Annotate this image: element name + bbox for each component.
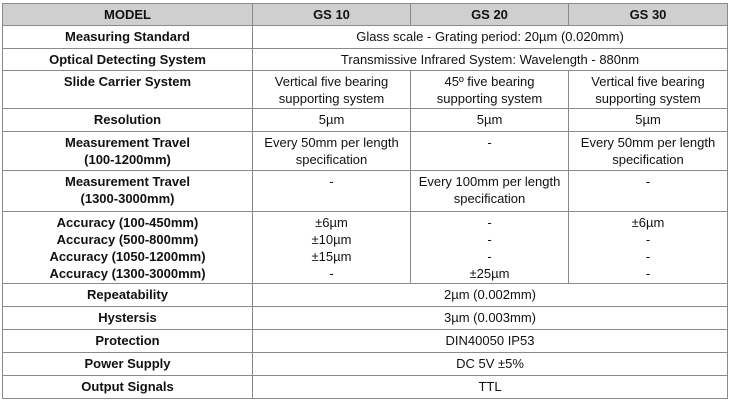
cell-line: - xyxy=(487,232,492,247)
row-optical-detecting-system xyxy=(3,49,728,71)
row-accuracy xyxy=(3,212,728,284)
row-label: Hystersis xyxy=(3,307,253,330)
row-label-line: Accuracy (1050-1200mm) xyxy=(49,249,206,264)
row-label: Slide Carrier System xyxy=(3,71,253,109)
row-label-line: Accuracy (500-800mm) xyxy=(56,232,199,247)
cell-line: - xyxy=(487,249,492,264)
cell-gs30: 5µm xyxy=(569,109,728,132)
cell-gs20: 5µm xyxy=(411,109,569,132)
row-label-line: Accuracy (1300-3000mm) xyxy=(49,266,206,281)
row-hysteresis xyxy=(3,307,728,330)
cell-line: ±10µm xyxy=(311,232,352,247)
header-gs10: GS 10 xyxy=(253,4,411,26)
row-label xyxy=(3,132,253,171)
cell-gs30: - xyxy=(569,171,728,212)
row-label: Output Signals xyxy=(3,376,253,399)
row-label: Repeatability xyxy=(3,284,253,307)
cell-line: - xyxy=(645,266,651,281)
cell-value: DC 5V ±5% xyxy=(253,353,728,376)
cell-value: DIN40050 IP53 xyxy=(253,330,728,353)
cell-gs20: 45º five bearing supporting system xyxy=(411,71,569,109)
cell-value: Glass scale - Grating period: 20µm (0.020mm) xyxy=(253,26,728,49)
cell-line: ±6µm xyxy=(631,215,665,230)
row-slide-carrier-system xyxy=(3,71,728,109)
row-measurement-travel-long xyxy=(3,171,728,212)
cell-line: - xyxy=(645,249,651,264)
cell-gs10: 5µm xyxy=(253,109,411,132)
cell-line: ±15µm xyxy=(311,249,352,264)
cell-gs10: - xyxy=(253,171,411,212)
row-protection xyxy=(3,330,728,353)
row-output-signals xyxy=(3,376,728,399)
cell-value: 2µm (0.002mm) xyxy=(253,284,728,307)
row-label: Protection xyxy=(3,330,253,353)
cell-gs10 xyxy=(253,212,411,284)
row-label-line: Measurement Travel xyxy=(64,135,190,150)
row-measuring-standard xyxy=(3,26,728,49)
cell-line: - xyxy=(329,266,334,281)
row-label xyxy=(3,212,253,284)
specification-table xyxy=(2,3,728,399)
cell-gs10: Vertical five bearing supporting system xyxy=(253,71,411,109)
cell-gs10: Every 50mm per length specification xyxy=(253,132,411,171)
row-label xyxy=(3,171,253,212)
cell-value: Transmissive Infrared System: Wavelength - 880nm xyxy=(253,49,728,71)
header-gs30: GS 30 xyxy=(569,4,728,26)
cell-gs20 xyxy=(411,212,569,284)
cell-value: 3µm (0.003mm) xyxy=(253,307,728,330)
row-label-line: Accuracy (100-450mm) xyxy=(56,215,199,230)
row-label: Power Supply xyxy=(3,353,253,376)
cell-line: ±25µm xyxy=(469,266,510,281)
cell-gs20: Every 100mm per length specification xyxy=(411,171,569,212)
row-measurement-travel-short xyxy=(3,132,728,171)
row-label-line: Measurement Travel xyxy=(64,174,190,189)
header-row xyxy=(3,4,728,26)
cell-gs30: Vertical five bearing supporting system xyxy=(569,71,728,109)
row-power-supply xyxy=(3,353,728,376)
row-label-line: (1300-3000mm) xyxy=(80,191,175,206)
row-label: Resolution xyxy=(3,109,253,132)
cell-line: - xyxy=(487,215,492,230)
row-label: Optical Detecting System xyxy=(3,49,253,71)
row-repeatability xyxy=(3,284,728,307)
row-label: Measuring Standard xyxy=(3,26,253,49)
cell-gs20: - xyxy=(411,132,569,171)
row-resolution xyxy=(3,109,728,132)
header-gs20: GS 20 xyxy=(411,4,569,26)
cell-gs30: Every 50mm per length specification xyxy=(569,132,728,171)
cell-line: ±6µm xyxy=(315,215,348,230)
header-model: MODEL xyxy=(3,4,253,26)
cell-gs30 xyxy=(569,212,728,284)
cell-value: TTL xyxy=(253,376,728,399)
row-label-line: (100-1200mm) xyxy=(84,152,171,167)
cell-line: - xyxy=(645,232,651,247)
